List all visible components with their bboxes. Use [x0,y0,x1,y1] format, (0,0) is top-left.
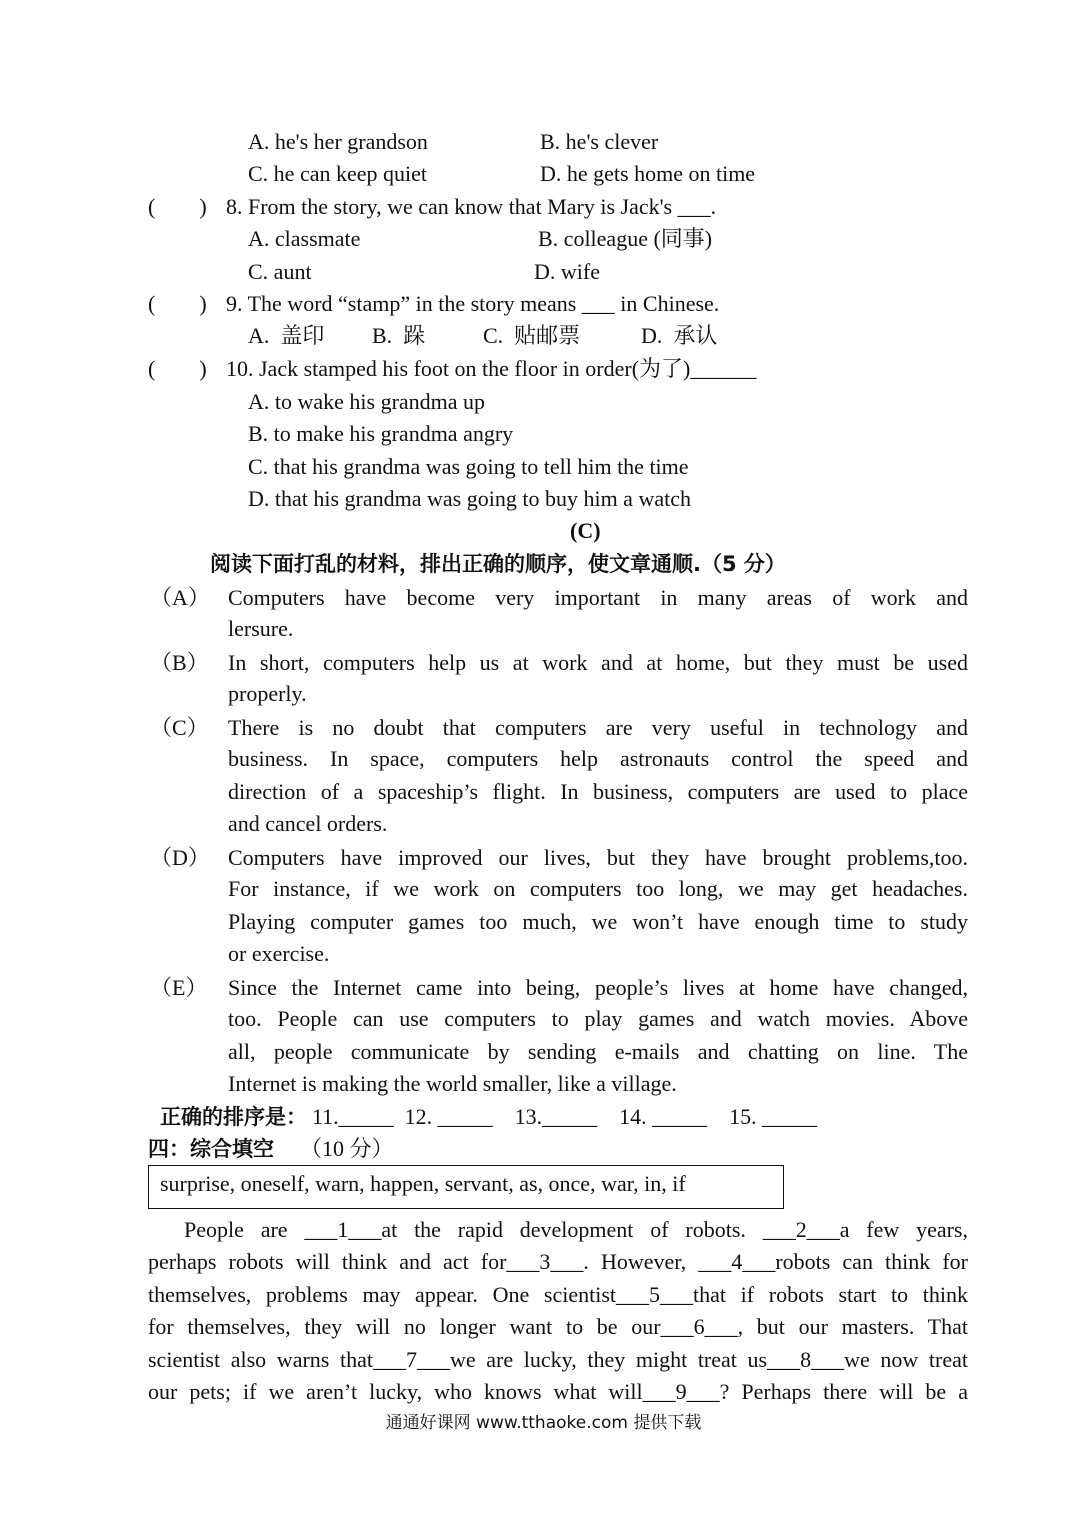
section-4-score: （10 分） [300,1136,394,1161]
q8-option-c: C. aunt [248,259,312,284]
q8-option-b: B. colleague (同事) [538,226,713,251]
item-d-line: For instance, if we work on computers too long, we may get headaches. [228,876,968,901]
cloze-line: themselves, problems may appear. One scientist___5___that if robots start to think [148,1282,968,1307]
item-c-line: There is no doubt that computers are very useful in technology and [228,715,968,740]
item-c-line: business. In space, computers help astronauts control the speed and [228,746,968,771]
q9-answer-paren: ( ) [148,291,207,316]
q9-option-b: B. 跺 [372,323,426,348]
q8-option-d: D. wife [534,259,600,284]
item-a-line: Computers have become very important in many areas of work and [228,585,968,610]
cloze-line: perhaps robots will think and act for___3___. However, ___4___robots can think for [148,1249,968,1274]
item-e-line: Internet is making the world smaller, like a village. [228,1071,677,1096]
cloze-line: scientist also warns that___7___we are lucky, they might treat us___8___we now treat [148,1347,968,1372]
q7-option-b: B. he's clever [540,129,659,154]
item-d-line: Computers have improved our lives, but they have brought problems,too. [228,845,968,870]
q10-question: 10. Jack stamped his foot on the floor in order(为了)______ [226,356,757,381]
section-4-heading: 四：综合填空 [148,1137,274,1161]
item-d-line: or exercise. [228,941,330,966]
item-e-line: too. People can use computers to play games and watch movies. Above [228,1006,968,1031]
q10-option-b: B. to make his grandma angry [248,421,514,446]
cloze-line: for themselves, they will no longer want to be our___6___, but our masters. That [148,1314,968,1339]
q9-option-d: D. 承认 [641,323,718,348]
q10-option-d: D. that his grandma was going to buy him a watch [248,486,691,511]
order-blanks: 11._____ 12. _____ 13._____ 14. _____ 15. _____ [312,1104,818,1129]
item-b-line: In short, computers help us at work and at home, but they must be used [228,650,968,675]
item-d-key: （D） [150,845,210,870]
item-c-line: direction of a spaceship’s flight. In business, computers are used to place [228,779,968,804]
q9-option-a: A. 盖印 [248,323,325,348]
item-e-line: Since the Internet came into being, people’s lives at home have changed, [228,975,968,1000]
q7-option-c: C. he can keep quiet [248,161,427,186]
q8-option-a: A. classmate [248,226,361,251]
item-c-key: （C） [150,715,209,740]
q7-option-a: A. he's her grandson [248,129,428,154]
q7-option-d: D. he gets home on time [540,161,756,186]
q10-answer-paren: ( ) [148,356,207,381]
word-bank: surprise, oneself, warn, happen, servant, as, once, war, in, if [160,1171,686,1196]
q9-question: 9. The word “stamp” in the story means ___ in Chinese. [226,291,720,316]
q8-question: 8. From the story, we can know that Mary is Jack's ___. [226,194,717,219]
footer-source: 通通好课网 www.tthaoke.com 提供下载 [385,1413,702,1433]
q8-answer-paren: ( ) [148,194,207,219]
item-e-line: all, people communicate by sending e-mails and chatting on line. The [228,1039,968,1064]
item-a-key: （A） [150,585,210,610]
item-c-line: and cancel orders. [228,811,388,836]
q9-option-c: C. 贴邮票 [483,323,581,348]
item-b-key: （B） [150,650,209,675]
item-b-line: properly. [228,681,307,706]
cloze-line: our pets; if we aren’t lucky, who knows what will___9___? Perhaps there will be a [148,1379,968,1404]
order-label: 正确的排序是： [160,1105,307,1129]
q10-option-a: A. to wake his grandma up [248,389,486,414]
item-a-line: lersure. [228,616,294,641]
section-c-instruction: 阅读下面打乱的材料，排出正确的顺序，使文章通顺.（5 分） [210,552,786,576]
cloze-line: People are ___1___at the rapid development of robots. ___2___a few years, [184,1217,968,1242]
section-c-label: (C) [570,518,601,543]
item-d-line: Playing computer games too much, we won’t have enough time to study [228,909,968,934]
item-e-key: （E） [150,975,208,1000]
q10-option-c: C. that his grandma was going to tell him the time [248,454,689,479]
